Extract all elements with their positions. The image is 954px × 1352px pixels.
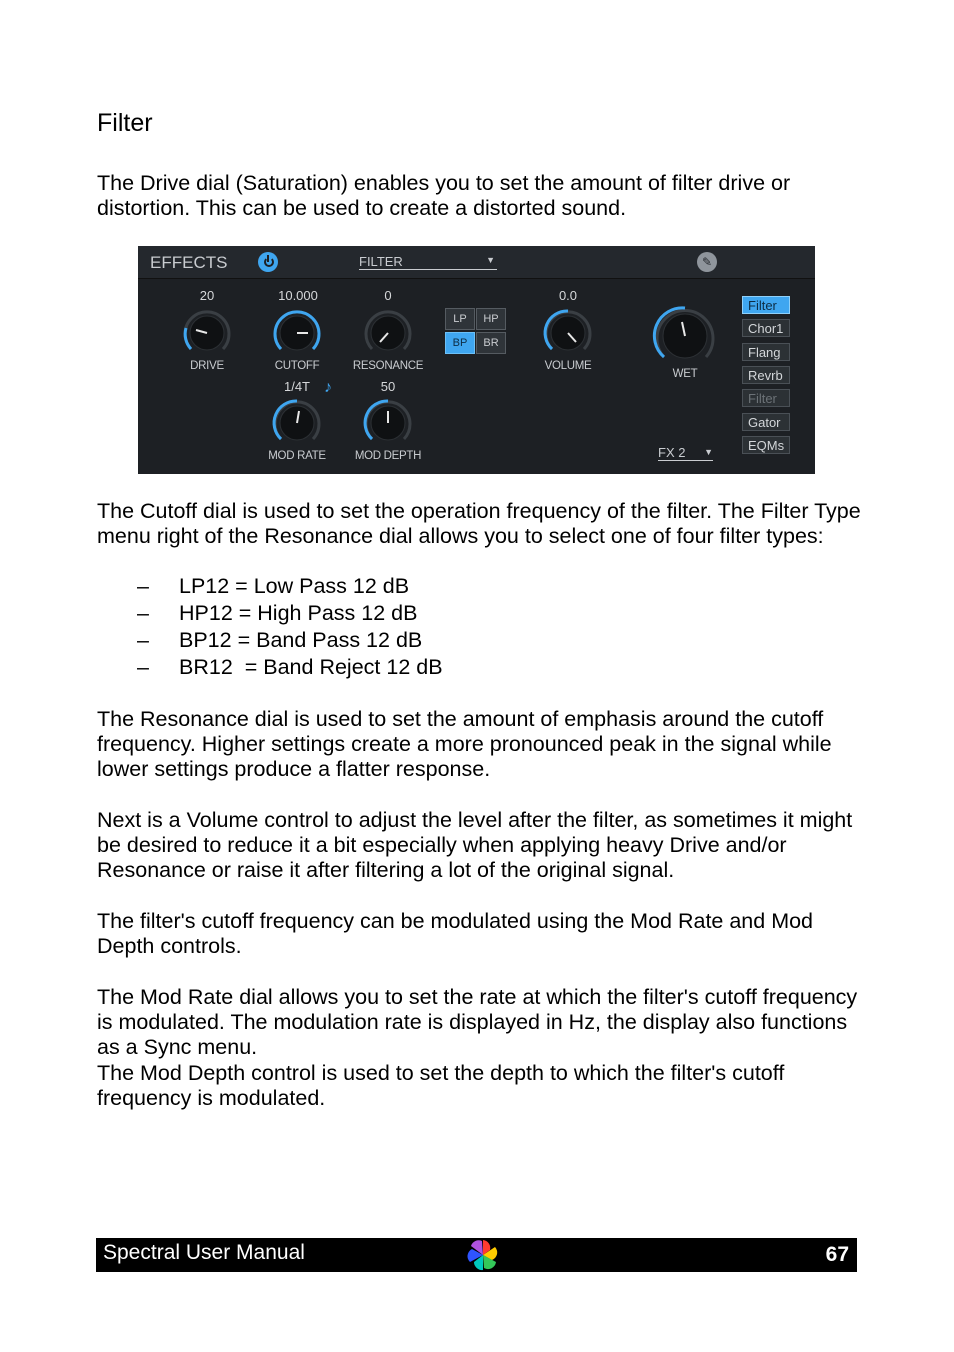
wet-knob[interactable] (652, 303, 718, 369)
paragraph-volume: Next is a Volume control to adjust the level after the filter, as sometimes it might be desired to reduce it a bit especially when applying heavy Drive and/or Resonance or raise it after filtering a lot of the original signal. (97, 808, 853, 882)
list-item-text: HP12 = High Pass 12 dB (179, 601, 418, 625)
power-icon[interactable] (258, 252, 278, 272)
fx-slot-6[interactable]: Gator (742, 413, 790, 431)
resonance-knob[interactable] (361, 306, 415, 360)
cutoff-label: CUTOFF (274, 360, 320, 372)
effect-select[interactable] (359, 254, 497, 270)
page-number: 67 (825, 1243, 849, 1266)
fx-slot-4[interactable]: Revrb (742, 366, 790, 384)
volume-knob[interactable] (541, 306, 595, 360)
mod-rate-value[interactable]: 1/4T (283, 379, 310, 394)
page-footer (96, 1238, 857, 1272)
drive-label: DRIVE (190, 360, 224, 372)
fx-slot-1[interactable]: Filter (742, 296, 790, 314)
cutoff-knob[interactable] (270, 306, 324, 360)
filter-type-menu (445, 308, 509, 356)
fx-slot-2[interactable]: Chor1 (742, 319, 790, 337)
fx-select-value: FX 2 (658, 445, 686, 460)
section-heading: Filter (97, 109, 153, 137)
mod-depth-knob[interactable] (361, 396, 415, 450)
mod-depth-value: 50 (380, 379, 396, 394)
filter-type-lp[interactable]: LP (445, 308, 475, 330)
wet-label: WET (672, 368, 698, 380)
resonance-value: 0 (384, 288, 392, 303)
drive-value: 20 (199, 288, 215, 303)
paragraph-drive: The Drive dial (Saturation) enables you to set the amount of filter drive or distortion. This can be used to create a distorted sound. (97, 171, 791, 220)
list-item-text: LP12 = Low Pass 12 dB (179, 574, 410, 598)
list-item-text: BR12 = Band Reject 12 dB (179, 655, 443, 679)
cutoff-value: 10.000 (278, 288, 318, 303)
paragraph-resonance: The Resonance dial is used to set the amount of emphasis around the cutoff frequency. Higher settings create a more pronounced peak in the signal while lower settings produce a flatter response. (97, 707, 832, 781)
panel-header (138, 246, 815, 279)
effect-select-value: FILTER (359, 254, 403, 269)
mod-depth-label: MOD DEPTH (354, 450, 422, 462)
wrench-icon[interactable]: ✎ (697, 252, 717, 272)
filter-type-hp[interactable]: HP (476, 308, 506, 330)
list-dash: – (137, 628, 149, 652)
effects-panel (138, 246, 815, 474)
list-item-text: BP12 = Band Pass 12 dB (179, 628, 423, 652)
fx-select[interactable] (658, 445, 713, 461)
fx-slot-5[interactable]: Filter (742, 389, 790, 407)
paragraph-mod-rate: The Mod Rate dial allows you to set the rate at which the filter's cutoff frequency is modulated. The modulation rate is displayed in Hz, the display also functions as a Sync menu. (97, 985, 858, 1059)
paragraph-mod-depth: The Mod Depth control is used to set the depth to which the filter's cutoff frequency is modulated. (97, 1061, 785, 1110)
paragraph-modulation: The filter's cutoff frequency can be modulated using the Mod Rate and Mod Depth controls. (97, 909, 814, 958)
drive-knob[interactable] (180, 306, 234, 360)
filter-type-bp[interactable]: BP (445, 332, 475, 354)
list-dash: – (137, 574, 149, 598)
footer-title: Spectral User Manual (103, 1241, 305, 1264)
music-note-icon[interactable]: ♪ (324, 379, 332, 396)
mod-rate-label: MOD RATE (268, 450, 326, 462)
fx-slot-7[interactable]: EQMs (742, 436, 790, 454)
volume-label: VOLUME (544, 360, 592, 372)
volume-value: 0.0 (558, 288, 578, 303)
resonance-label: RESONANCE (352, 360, 424, 372)
list-dash: – (137, 655, 149, 679)
filter-type-br[interactable]: BR (476, 332, 506, 354)
panel-title: EFFECTS (150, 253, 228, 272)
list-dash: – (137, 601, 149, 625)
fx-slot-3[interactable]: Flang (742, 343, 790, 361)
spectral-logo-icon (466, 1238, 500, 1272)
chevron-down-icon: ▼ (704, 447, 713, 457)
paragraph-cutoff: The Cutoff dial is used to set the operation frequency of the filter. The Filter Type menu right of the Resonance dial allows you to select one of four filter types: (97, 499, 861, 548)
chevron-down-icon: ▼ (486, 255, 495, 265)
mod-rate-knob[interactable] (270, 396, 324, 450)
